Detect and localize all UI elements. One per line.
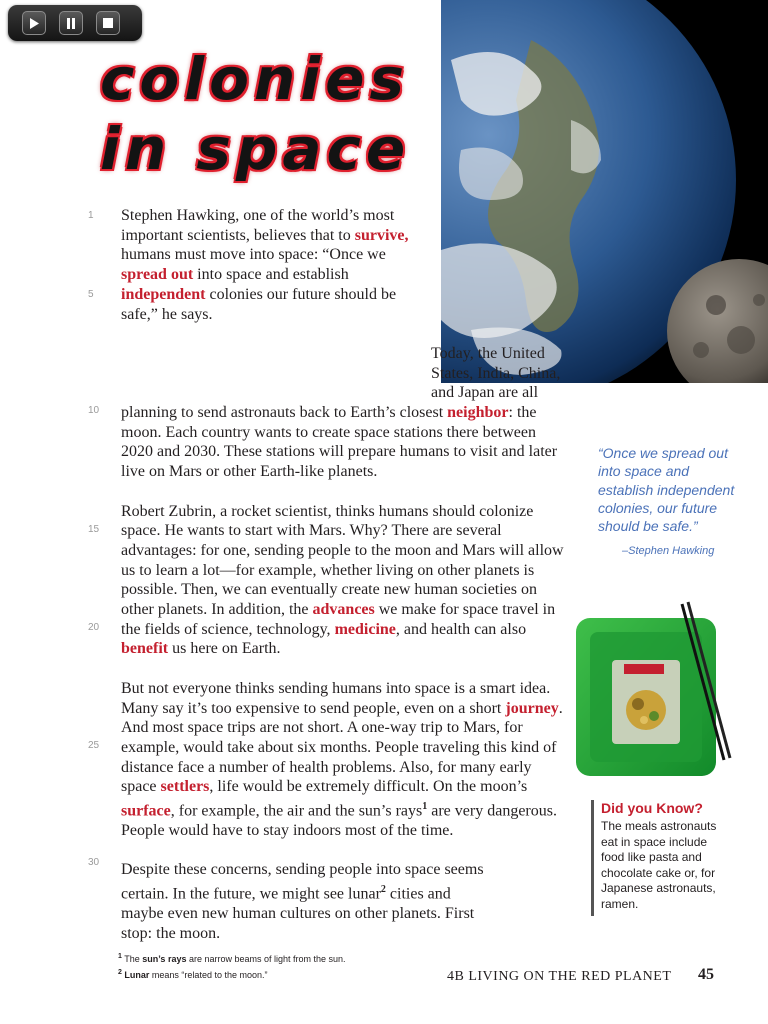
line-number: 15 [88,524,100,535]
text-run: . And most space trips are not short. A one-way trip to Mars, for example, would take about six months. People traveling this kind of distance face a number of health problems. Also, for many early space [121,699,563,796]
title-line-1: colonies [100,45,409,113]
text-run: But not everyone thinks sending humans into space is a smart idea. Many say it’s too expensive to send people, even on a short [121,679,551,717]
running-footer: 4B LIVING ON THE RED PLANET [447,969,672,984]
vocab-medicine[interactable]: medicine [334,620,396,638]
text-run: are very dangerous. People would have to stay indoors most of the time. [121,802,557,840]
line-number: 30 [88,857,100,868]
text-run: , life would be extremely difficult. On the moon’s [209,778,528,796]
pause-button[interactable] [59,11,83,35]
vocab-independent[interactable]: independent [121,285,206,303]
article-body [121,206,571,963]
play-icon [29,18,39,29]
footnote-term: sun’s rays [142,954,187,964]
footnote-number: 2 [118,969,122,976]
text-run: us here on Earth. [168,640,281,658]
stop-button[interactable] [96,11,120,35]
stop-icon [103,18,113,28]
text-run: The [121,954,143,964]
text-run: cities and maybe even new human cultures on other planets. First stop: the moon. [121,885,475,942]
title-line-2: in space [100,115,411,183]
text-run: means “related to the moon.” [149,970,268,980]
vocab-settlers[interactable]: settlers [160,778,210,796]
vocab-surface[interactable]: surface [121,802,171,820]
text-run: Stephen Hawking, one of the world’s most important scientists, believes that to [121,207,395,244]
line-number: 10 [88,405,100,416]
footnote-1 [118,950,346,966]
vocab-advances[interactable]: advances [312,601,375,619]
paragraph-1 [121,206,421,324]
text-run: , for example, the air and the sun’s rays [170,802,423,820]
vocab-journey[interactable]: journey [505,699,559,717]
text-run: we make for space travel in the fields of science, technology, [121,601,556,638]
line-number: 5 [88,289,94,300]
line-number: 1 [88,210,94,221]
pull-quote: “Once we spread out into space and establish independent colonies, our future should be safe.” [598,445,735,535]
quote-attribution: –Stephen Hawking [622,545,715,557]
paragraph-2 [121,344,571,482]
footnote-number: 1 [118,953,122,960]
text-run: Despite these concerns, sending people into space seems certain. In the future, we might see lunar [121,861,484,903]
page-title [100,44,560,184]
pause-icon [66,18,76,29]
text-run: colonies our future should be safe,” he says. [121,285,397,323]
text-run: Robert Zubrin, a rocket scientist, thinks humans should colonize space. He wants to start with Mars. Why? There are several advantages: for one, sending people to the moon and Mars will allow us to learn a lot—for example, whether living on other planets is possible. Then, we can eventually create new human societies on other planets. In addition, the [121,502,564,619]
paragraph-4 [121,679,566,841]
footnote-ref-1[interactable]: 1 [422,801,428,813]
play-button[interactable] [22,11,46,35]
line-number: 20 [88,622,100,633]
did-you-know-box [591,800,721,916]
did-you-know-text: The meals astronauts eat in space include food like pasta and chocolate cake or, for Japanese astronauts, ramen. [601,819,717,911]
space-food-tray-photo [574,598,734,788]
footnote-ref-2[interactable]: 2 [380,884,386,896]
text-run: Today, the United States, India, China, and Japan are all planning to send astronauts back to Earth’s closest [121,344,561,422]
text-run: are narrow beams of light from the sun. [186,954,346,964]
vocab-survive[interactable]: survive, [354,226,409,244]
media-controls [8,5,142,41]
footnotes [118,950,346,982]
paragraph-3 [121,502,566,660]
page-number: 45 [698,966,714,983]
text-run: humans must move into space: “Once we [121,246,386,264]
vocab-benefit[interactable]: benefit [121,640,169,658]
paragraph-5 [121,860,491,943]
line-number: 25 [88,740,100,751]
space-food-illustration [574,598,734,788]
text-run: , and health can also [395,620,527,638]
text-run: into space and establish [193,266,349,284]
footnote-term: Lunar [121,970,150,980]
text-run: : the moon. Each country wants to create space stations there between 2020 and 2030. These stations will prepare humans to visit and later live on Mars or other Earth-like planets. [121,404,558,481]
vocab-neighbor[interactable]: neighbor [447,404,509,422]
vocab-spread-out[interactable]: spread out [121,266,194,284]
footnote-2 [118,966,346,982]
did-you-know-title: Did you Know? [601,800,703,816]
